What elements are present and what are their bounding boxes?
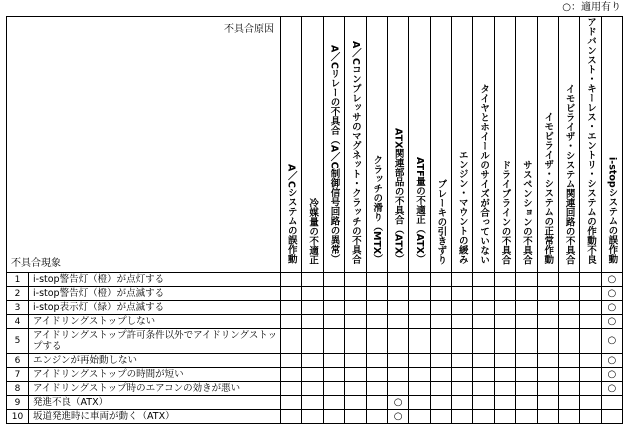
empty-cell (366, 410, 387, 424)
cause-label: クラッチの滑り（MTX） (371, 155, 383, 264)
cause-label: エンジン・マウントの緩み (456, 150, 468, 264)
empty-cell (409, 315, 430, 329)
cause-label: ドライブラインの不具合 (499, 159, 511, 264)
empty-cell (345, 396, 366, 410)
row-number: 6 (7, 354, 29, 368)
cause-header-8 (430, 17, 451, 273)
phenomenon-text: アイドリングストップしない (29, 315, 281, 329)
empty-cell (473, 354, 494, 368)
empty-cell (323, 354, 344, 368)
table-row (7, 301, 623, 315)
empty-cell (558, 410, 579, 424)
row-number: 7 (7, 368, 29, 382)
empty-cell (302, 329, 323, 354)
empty-cell (558, 301, 579, 315)
empty-cell (323, 301, 344, 315)
applicable-mark: ○ (601, 301, 622, 315)
empty-cell (281, 329, 302, 354)
empty-cell (430, 301, 451, 315)
empty-cell (473, 287, 494, 301)
cause-header-16 (601, 17, 622, 273)
empty-cell (323, 315, 344, 329)
empty-cell (430, 329, 451, 354)
legend: ○：適用有り (562, 2, 621, 13)
empty-cell (366, 396, 387, 410)
phenomenon-text: 発進不良（ATX） (29, 396, 281, 410)
applicable-mark: ○ (601, 287, 622, 301)
empty-cell (452, 273, 473, 287)
empty-cell (281, 301, 302, 315)
cause-header-6 (387, 17, 408, 273)
empty-cell (452, 382, 473, 396)
cause-header-14 (558, 17, 579, 273)
phenomenon-text: i-stop警告灯（橙）が点滅する (29, 287, 281, 301)
empty-cell (345, 382, 366, 396)
empty-cell (302, 301, 323, 315)
empty-cell (537, 273, 558, 287)
empty-cell (558, 329, 579, 354)
empty-cell (494, 273, 515, 287)
applicable-mark: ○ (601, 273, 622, 287)
empty-cell (558, 315, 579, 329)
empty-cell (281, 396, 302, 410)
cause-header-15 (580, 17, 601, 273)
cause-header-2 (302, 17, 323, 273)
empty-cell (430, 396, 451, 410)
header-row (7, 17, 623, 273)
empty-cell (281, 287, 302, 301)
cause-label: ブレーキの引きずり (435, 178, 447, 264)
cause-header-5 (366, 17, 387, 273)
cause-label: タイヤとホイールのサイズが合っていない (478, 83, 490, 264)
cause-header-10 (473, 17, 494, 273)
empty-cell (430, 368, 451, 382)
cause-label: A／Cコンプレッサのマグネット・クラッチの不具合 (349, 40, 361, 264)
phenomenon-title: 不具合現象 (11, 258, 61, 269)
empty-cell (281, 315, 302, 329)
empty-cell (281, 368, 302, 382)
empty-cell (516, 301, 537, 315)
empty-cell (494, 287, 515, 301)
empty-cell (409, 273, 430, 287)
empty-cell (537, 410, 558, 424)
applicable-mark: ○ (601, 368, 622, 382)
empty-cell (494, 315, 515, 329)
empty-cell (366, 301, 387, 315)
empty-cell (473, 396, 494, 410)
empty-cell (323, 329, 344, 354)
empty-cell (580, 273, 601, 287)
empty-cell (494, 354, 515, 368)
phenomenon-text: i-stop表示灯（緑）が点滅する (29, 301, 281, 315)
empty-cell (516, 329, 537, 354)
empty-cell (281, 410, 302, 424)
cause-label: 冷媒量の不適正 (307, 197, 319, 264)
row-number: 9 (7, 396, 29, 410)
empty-cell (537, 287, 558, 301)
table-row (7, 382, 623, 396)
cause-label: ATF量の不適正（ATX） (413, 157, 425, 264)
table-row (7, 354, 623, 368)
empty-cell (473, 410, 494, 424)
empty-cell (516, 287, 537, 301)
empty-cell (281, 382, 302, 396)
empty-cell (302, 287, 323, 301)
empty-cell (409, 410, 430, 424)
empty-cell (387, 329, 408, 354)
empty-cell (345, 329, 366, 354)
empty-cell (473, 273, 494, 287)
empty-cell (452, 315, 473, 329)
cause-header-1 (281, 17, 302, 273)
applicable-mark: ○ (601, 354, 622, 368)
empty-cell (452, 410, 473, 424)
empty-cell (558, 368, 579, 382)
empty-cell (409, 368, 430, 382)
empty-cell (580, 315, 601, 329)
row-number: 10 (7, 410, 29, 424)
empty-cell (537, 354, 558, 368)
empty-cell (366, 315, 387, 329)
table-row (7, 410, 623, 424)
empty-cell (366, 368, 387, 382)
cause-title: 不具合原因 (224, 24, 274, 35)
row-number: 3 (7, 301, 29, 315)
empty-cell (366, 287, 387, 301)
empty-cell (323, 396, 344, 410)
empty-cell (580, 368, 601, 382)
empty-cell (494, 329, 515, 354)
table-row (7, 396, 623, 410)
empty-cell (302, 273, 323, 287)
empty-cell (302, 396, 323, 410)
cause-label: A／Cリレーの不具合（A／C制御信号回路の異常） (328, 45, 340, 264)
empty-cell (430, 287, 451, 301)
empty-cell (387, 301, 408, 315)
empty-cell (558, 396, 579, 410)
cause-label: A／Cシステムの誤作動 (285, 164, 297, 264)
empty-cell (516, 368, 537, 382)
empty-cell (302, 368, 323, 382)
empty-cell (601, 396, 622, 410)
empty-cell (516, 273, 537, 287)
empty-cell (409, 287, 430, 301)
empty-cell (537, 396, 558, 410)
empty-cell (473, 368, 494, 382)
cause-header-9 (452, 17, 473, 273)
empty-cell (409, 329, 430, 354)
empty-cell (409, 382, 430, 396)
row-number: 8 (7, 382, 29, 396)
empty-cell (452, 396, 473, 410)
cause-label: アドバンスト・キーレス・エントリ・システムの作動不良 (584, 17, 596, 264)
table-row (7, 329, 623, 354)
row-number: 2 (7, 287, 29, 301)
empty-cell (601, 410, 622, 424)
empty-cell (516, 354, 537, 368)
empty-cell (366, 329, 387, 354)
empty-cell (580, 382, 601, 396)
empty-cell (537, 329, 558, 354)
table-row (7, 273, 623, 287)
empty-cell (345, 301, 366, 315)
cause-header-12 (516, 17, 537, 273)
empty-cell (387, 368, 408, 382)
cause-label: i-stopシステムの誤作動 (606, 157, 618, 264)
empty-cell (516, 315, 537, 329)
empty-cell (345, 368, 366, 382)
empty-cell (323, 287, 344, 301)
row-number: 1 (7, 273, 29, 287)
empty-cell (345, 273, 366, 287)
empty-cell (494, 382, 515, 396)
empty-cell (558, 287, 579, 301)
empty-cell (366, 273, 387, 287)
phenomenon-text: エンジンが再始動しない (29, 354, 281, 368)
empty-cell (494, 301, 515, 315)
table-body (7, 273, 623, 424)
empty-cell (345, 354, 366, 368)
cause-header-3 (323, 17, 344, 273)
phenomenon-text: 坂道発進時に車両が動く（ATX） (29, 410, 281, 424)
empty-cell (387, 287, 408, 301)
trouble-matrix-table (6, 16, 623, 424)
row-number: 4 (7, 315, 29, 329)
empty-cell (387, 315, 408, 329)
table-row (7, 287, 623, 301)
cause-header-11 (494, 17, 515, 273)
cause-header-7 (409, 17, 430, 273)
empty-cell (430, 382, 451, 396)
cause-header-13 (537, 17, 558, 273)
empty-cell (473, 301, 494, 315)
table-row (7, 315, 623, 329)
empty-cell (452, 354, 473, 368)
applicable-mark: ○ (601, 329, 622, 354)
empty-cell (580, 354, 601, 368)
empty-cell (580, 410, 601, 424)
empty-cell (558, 354, 579, 368)
empty-cell (302, 382, 323, 396)
cause-label: サスペンションの不具合 (520, 159, 532, 264)
cause-label: イモビライザ・システムの正常作動 (542, 112, 554, 264)
empty-cell (516, 396, 537, 410)
empty-cell (323, 382, 344, 396)
phenomenon-text: アイドリングストップ許可条件以外でアイドリングストップする (29, 329, 281, 354)
empty-cell (366, 382, 387, 396)
empty-cell (452, 368, 473, 382)
empty-cell (281, 354, 302, 368)
applicable-mark: ○ (601, 382, 622, 396)
phenomenon-text: i-stop警告灯（橙）が点灯する (29, 273, 281, 287)
empty-cell (580, 287, 601, 301)
empty-cell (430, 410, 451, 424)
empty-cell (452, 329, 473, 354)
empty-cell (452, 301, 473, 315)
empty-cell (409, 354, 430, 368)
corner-header (7, 17, 281, 273)
empty-cell (409, 301, 430, 315)
empty-cell (345, 287, 366, 301)
empty-cell (537, 368, 558, 382)
empty-cell (387, 382, 408, 396)
empty-cell (345, 315, 366, 329)
empty-cell (302, 354, 323, 368)
empty-cell (387, 354, 408, 368)
empty-cell (452, 287, 473, 301)
empty-cell (323, 368, 344, 382)
phenomenon-text: アイドリングストップ時のエアコンの効きが悪い (29, 382, 281, 396)
cause-header-4 (345, 17, 366, 273)
empty-cell (494, 410, 515, 424)
empty-cell (494, 396, 515, 410)
empty-cell (345, 410, 366, 424)
empty-cell (302, 410, 323, 424)
empty-cell (409, 396, 430, 410)
cause-label: ATX関連部品の不具合（ATX） (392, 128, 404, 264)
table-row (7, 368, 623, 382)
cause-label: イモビライザ・システム関連回路の不具合 (563, 83, 575, 264)
phenomenon-text: アイドリングストップの時間が短い (29, 368, 281, 382)
empty-cell (537, 301, 558, 315)
empty-cell (430, 354, 451, 368)
empty-cell (537, 315, 558, 329)
applicable-mark: ○ (387, 396, 408, 410)
empty-cell (430, 315, 451, 329)
applicable-mark: ○ (601, 315, 622, 329)
empty-cell (494, 368, 515, 382)
applicable-mark: ○ (387, 410, 408, 424)
empty-cell (580, 301, 601, 315)
row-number: 5 (7, 329, 29, 354)
empty-cell (281, 273, 302, 287)
empty-cell (387, 273, 408, 287)
empty-cell (473, 329, 494, 354)
empty-cell (323, 410, 344, 424)
empty-cell (537, 382, 558, 396)
empty-cell (302, 315, 323, 329)
empty-cell (558, 273, 579, 287)
empty-cell (580, 329, 601, 354)
empty-cell (366, 354, 387, 368)
empty-cell (473, 315, 494, 329)
empty-cell (430, 273, 451, 287)
empty-cell (516, 382, 537, 396)
empty-cell (473, 382, 494, 396)
empty-cell (323, 273, 344, 287)
empty-cell (558, 382, 579, 396)
empty-cell (580, 396, 601, 410)
empty-cell (516, 410, 537, 424)
